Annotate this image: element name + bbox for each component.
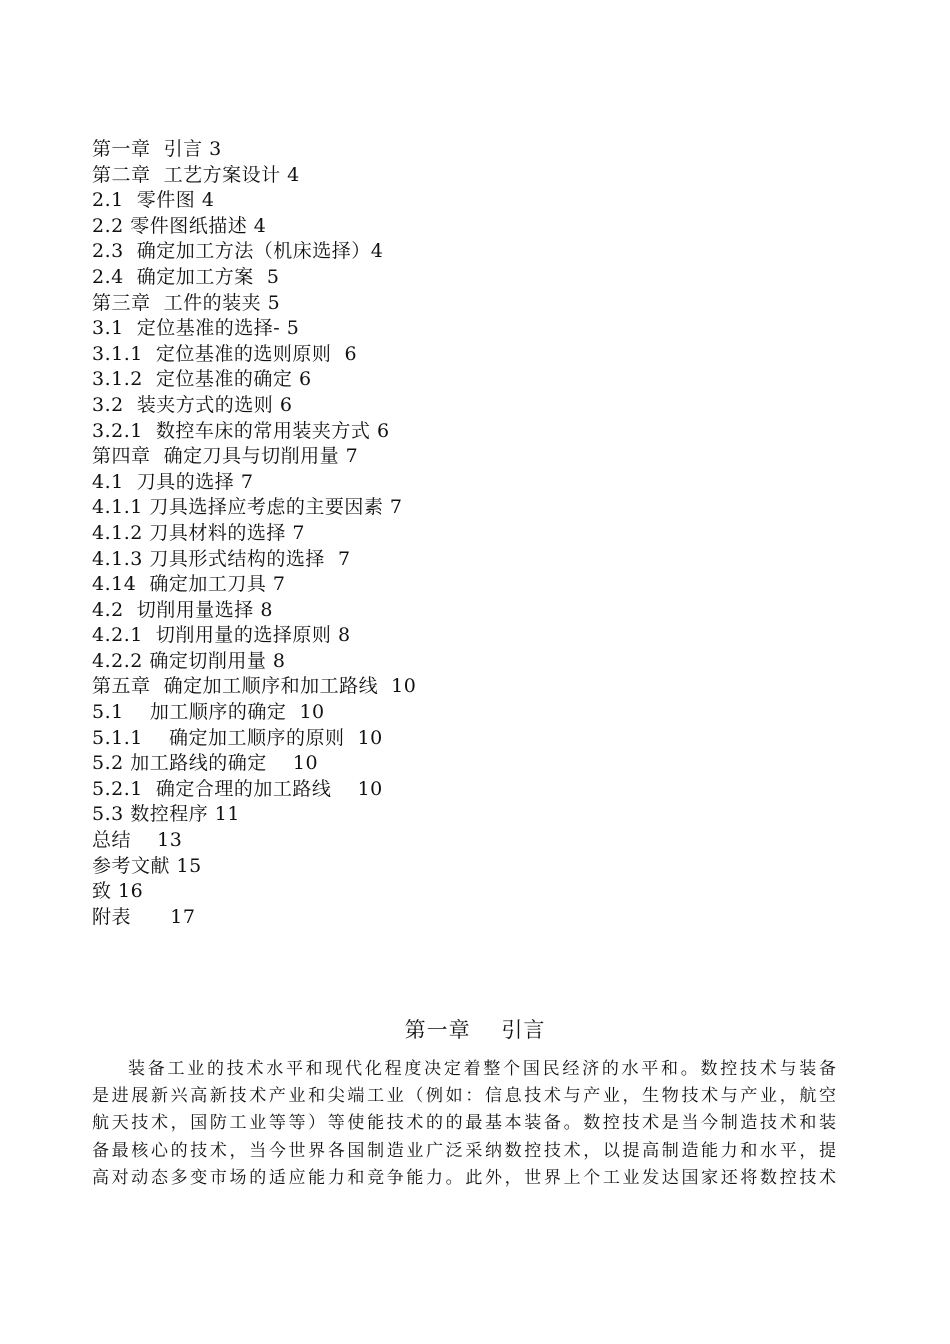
toc-entry: 3.1.2 定位基准的确定 6 [92, 368, 312, 391]
toc-entry: 3.1.1 定位基准的选则原则 6 [92, 342, 358, 365]
paragraph-line: 备最核心的技术，当今世界各国制造业广泛采纳数控技术，以提高制造能力和水平，提 [92, 1140, 836, 1161]
toc-entry: 3.1 定位基准的选择- 5 [92, 317, 300, 340]
toc-entry: 3.2.1 数控车床的常用装夹方式 6 [92, 419, 390, 442]
toc-entry: 4.2.2 确定切削用量 8 [92, 649, 286, 672]
chapter-title: 第一章 引言 [404, 1018, 546, 1042]
toc-entry: 4.1 刀具的选择 7 [92, 470, 254, 493]
paragraph-line: 高对动态多变市场的适应能力和竞争能力。此外，世界上个工业发达国家还将数控技术 [92, 1167, 836, 1188]
toc-entry: 4.1.3 刀具形式结构的选择 7 [92, 547, 351, 570]
toc-entry: 5.1 加工顺序的确定 10 [92, 701, 325, 724]
toc-entry: 2.2 零件图纸描述 4 [92, 214, 267, 237]
table-of-contents [92, 137, 416, 930]
toc-entry: 2.1 零件图 4 [92, 189, 215, 212]
toc-entry: 致 16 [92, 880, 144, 903]
toc-entry: 第四章 确定刀具与切削用量 7 [92, 445, 359, 468]
toc-entry: 3.2 装夹方式的选则 6 [92, 393, 293, 416]
toc-entry: 4.1.1 刀具选择应考虑的主要因素 7 [92, 496, 403, 519]
toc-entry: 5.2 加工路线的确定 10 [92, 752, 319, 775]
paragraph-line: 航天技术，国防工业等等）等使能技术的的最基本装备。数控技术是当今制造技术和装 [92, 1113, 836, 1134]
toc-entry: 2.4 确定加工方案 5 [92, 265, 280, 288]
paragraph-line: 装备工业的技术水平和现代化程度决定着整个国民经济的水平和。数控技术与装备 [128, 1059, 836, 1079]
toc-entry: 第三章 工件的装夹 5 [92, 291, 281, 314]
toc-entry: 4.2 切削用量选择 8 [92, 598, 273, 621]
toc-entry: 附表 17 [92, 905, 196, 928]
paragraph-line: 是进展新兴高新技术产业和尖端工业（例如：信息技术与产业，生物技术与产业，航空 [92, 1086, 836, 1107]
toc-entry: 总结 13 [92, 829, 183, 852]
body-paragraph [92, 1056, 836, 1192]
toc-entry: 5.2.1 确定合理的加工路线 10 [92, 777, 383, 800]
toc-entry: 4.1.2 刀具材料的选择 7 [92, 521, 306, 544]
toc-entry: 5.1.1 确定加工顺序的原则 10 [92, 726, 383, 749]
toc-entry: 4.2.1 切削用量的选择原则 8 [92, 624, 351, 647]
toc-entry: 参考文献 15 [92, 854, 202, 877]
toc-entry: 2.3 确定加工方法（机床选择）4 [92, 240, 384, 263]
toc-entry: 5.3 数控程序 11 [92, 803, 240, 826]
toc-entry: 4.14 确定加工刀具 7 [92, 573, 286, 596]
toc-entry: 第一章 引言 3 [92, 138, 222, 160]
toc-entry: 第二章 工艺方案设计 4 [92, 163, 300, 186]
toc-entry: 第五章 确定加工顺序和加工路线 10 [92, 675, 417, 698]
